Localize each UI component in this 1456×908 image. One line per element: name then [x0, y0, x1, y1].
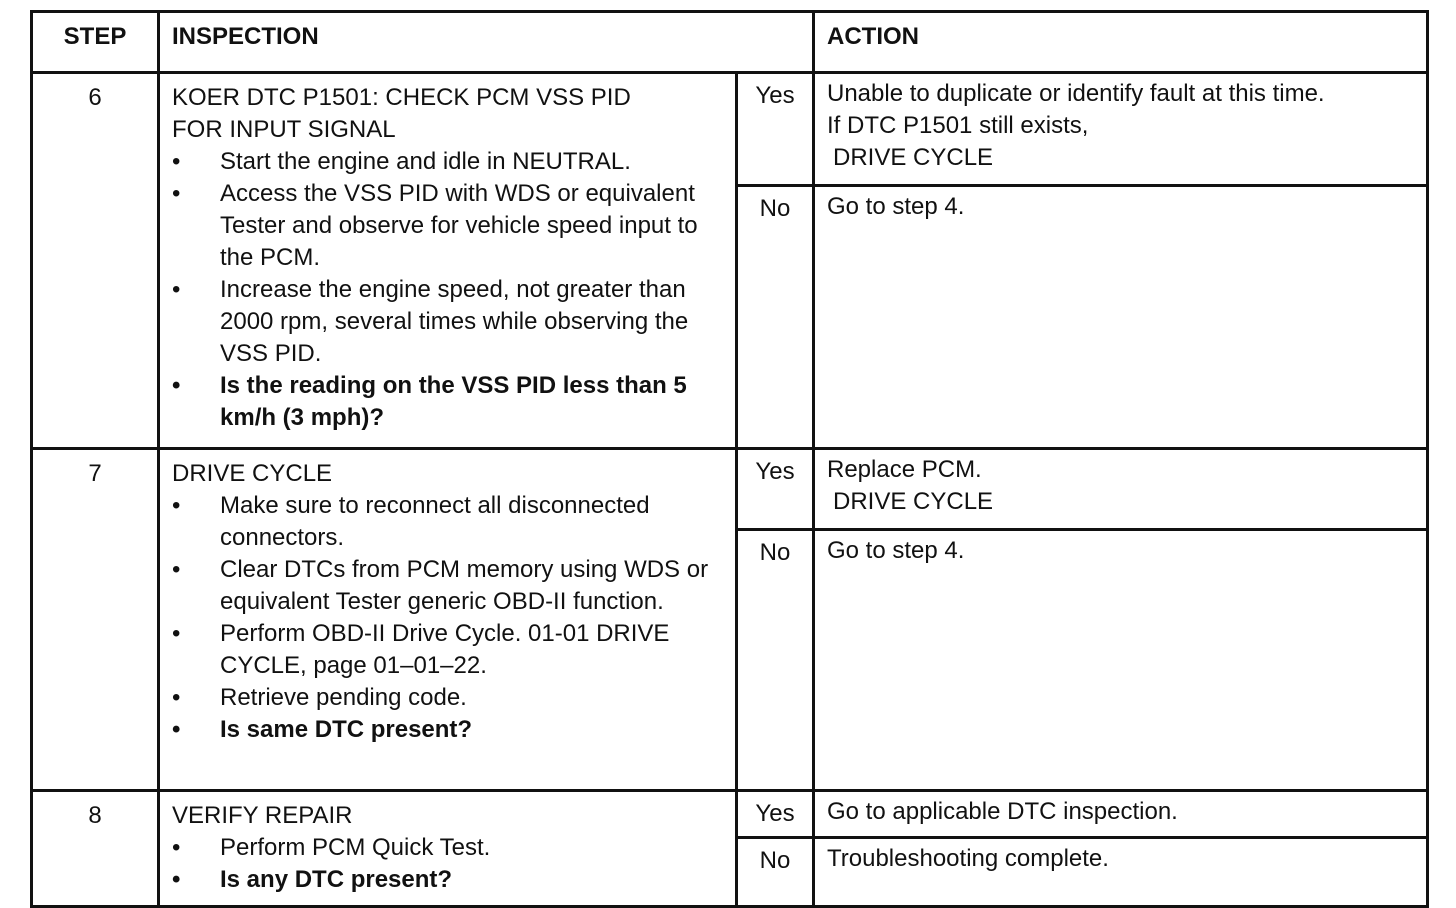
bullet-question: • Is the reading on the VSS PID less than 5 km/h (3 mph)? — [172, 370, 725, 434]
inspection-bullets — [172, 832, 725, 896]
action-line: Go to applicable DTC inspection. — [827, 798, 1178, 825]
step-7-inspection — [159, 449, 737, 791]
bullet-item: • Access the VSS PID with WDS or equivalent Tester and observe for vehicle speed input to the PCM. — [172, 178, 725, 274]
action-line: Troubleshooting complete. — [827, 845, 1109, 872]
yes-action — [814, 449, 1428, 530]
header-action: ACTION — [814, 12, 1428, 73]
bullet-item: • Clear DTCs from PCM memory using WDS or equivalent Tester generic OBD-II function. — [172, 554, 725, 618]
action-reference: DRIVE CYCLE — [833, 488, 994, 515]
no-label: No — [737, 838, 814, 907]
bullet-item: • Start the engine and idle in NEUTRAL. — [172, 146, 725, 178]
inspection-title-line: VERIFY REPAIR — [172, 802, 353, 829]
inspection-table-frame — [30, 10, 1426, 893]
bullet-question: • Is same DTC present? — [172, 714, 725, 746]
yes-action — [814, 791, 1428, 838]
yes-label: Yes — [737, 791, 814, 838]
header-inspection: INSPECTION — [159, 12, 814, 73]
bullet-item: • Increase the engine speed, not greater than 2000 rpm, several times while observing the VSS PID. — [172, 274, 725, 370]
yes-action — [814, 73, 1428, 186]
step-6-inspection — [159, 73, 737, 449]
bullet-item: • Retrieve pending code. — [172, 682, 725, 714]
step-8-yes-row — [32, 791, 1428, 838]
bullet-question: • Is any DTC present? — [172, 864, 725, 896]
inspection-table — [30, 10, 1429, 908]
yes-label: Yes — [737, 449, 814, 530]
action-line: Unable to duplicate or identify fault at this time. — [827, 80, 1325, 107]
action-line: Go to step 4. — [827, 537, 965, 564]
yes-label: Yes — [737, 73, 814, 186]
action-line: Replace PCM. — [827, 456, 982, 483]
no-label: No — [737, 186, 814, 449]
no-label: No — [737, 530, 814, 791]
bullet-item: • Perform OBD-II Drive Cycle. 01-01 DRIVE CYCLE, page 01–01–22. — [172, 618, 725, 682]
bullet-item: • Make sure to reconnect all disconnected connectors. — [172, 490, 725, 554]
no-action — [814, 838, 1428, 907]
step-7-yes-row — [32, 449, 1428, 530]
step-6-yes-row — [32, 73, 1428, 186]
step-number: 6 — [32, 73, 159, 449]
step-8-inspection — [159, 791, 737, 907]
inspection-bullets — [172, 490, 725, 746]
action-line: Go to step 4. — [827, 193, 965, 220]
inspection-title-line: DRIVE CYCLE — [172, 460, 333, 487]
action-line: If DTC P1501 still exists, — [827, 112, 1089, 139]
inspection-title-line: FOR INPUT SIGNAL — [172, 116, 396, 143]
no-action — [814, 530, 1428, 791]
no-action — [814, 186, 1428, 449]
bullet-item: • Perform PCM Quick Test. — [172, 832, 725, 864]
header-row — [32, 12, 1428, 73]
header-step: STEP — [32, 12, 159, 73]
inspection-bullets — [172, 146, 725, 434]
step-number: 7 — [32, 449, 159, 791]
step-number: 8 — [32, 791, 159, 907]
action-reference: DRIVE CYCLE — [833, 144, 994, 171]
inspection-title-line: KOER DTC P1501: CHECK PCM VSS PID — [172, 84, 631, 111]
